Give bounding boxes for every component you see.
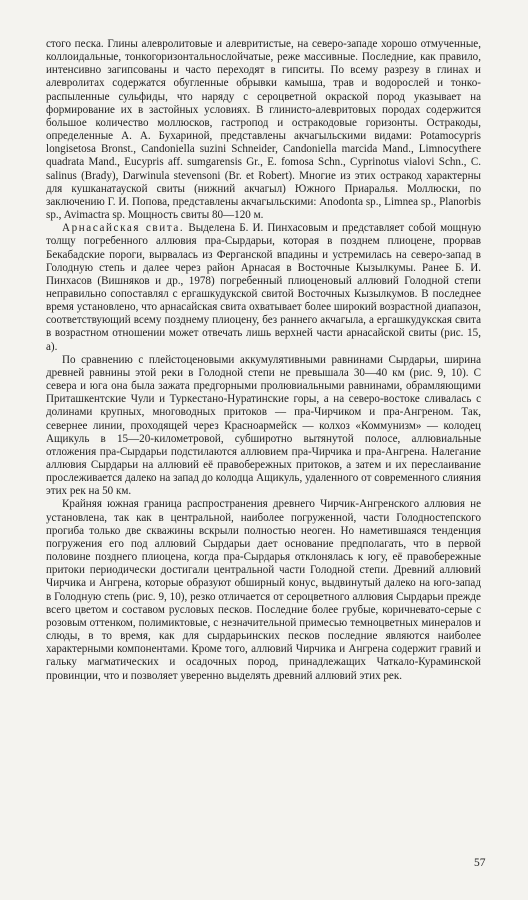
paragraph-ancient-plain <box>46 354 481 499</box>
paragraph-arnasai-suite <box>46 222 481 354</box>
page-number: 57 <box>474 857 486 869</box>
paragraph-text: По сравнению с плейстоценовыми аккумулятивными равнинами Сырдарьи, ширина древней равнины этой реки в Голодной степи не превышала 30—40 км (рис. 9, 10). С севера и юга она была зажата предгорными пролювиальными равнинами, обрамляющими Приташкентские Чули и Туркестано-Нуратинские горы, а на северо-востоке сливалась с долинами крупных, многоводных притоков — пра-Чирчиком и пра-Ангреном. Так, севернее линии, проходящей через Красноармейск — колхоз «Коммунизм» — колодец Ащикуль в 15—20-километровой, субширотно вытянутой полосе, аллювиальные отложения пра-Сырдарьи подстилаются аллювием пра-Чирчика и пра-Ангрена. Налегание аллювия Сырдарьи на аллювий её правобережных притоков, а затем и их переслаивание прослеживается далеко на запад до колодца Ащикуль, удаленного от современного слияния этих рек на 50 км. <box>46 353 481 498</box>
paragraph-text: Выделена Б. И. Пинхасовым и представляет собой мощную толщу погребенного аллювия пра-Сырдарьи, которая в позднем плиоцене, прорвав Бекабадские пороги, вырвалась из Ферганской впадины и устремилась на северо-запад в Голодную степь и далее через район Арнасая в Восточные Кызылкумы. Ранее Б. И. Пинхасов (Вишняков и др., 1978) погребенный плиоценовый аллювий Голодной степи неправильно сопоставлял с ергашкудукской свитой Восточных Кызылкумов. В последнее время установлено, что арнасайская свита охватывает более широкий возрастной диапазон, соответствующий всему позднему плиоцену, без раннего акчагыла, а ергашкудукская свита в возрастном отношении может отвечать лишь верхней части арнасайской свиты (рис. 15, а). <box>46 222 481 353</box>
paragraph-lead-term: Арнасайская свита. <box>62 222 185 235</box>
paragraph-text: Крайняя южная граница распространения древнего Чирчик-Ангренского аллювия не установлена, так как в центральной, наиболее погруженной, части Голодностепского прогиба только две скважины вскрыли полностью неоген. Но наметившаяся тенденция погружения его под аллювий Сырдарьи дает основание предполагать, что в первой половине позднего плиоцена, когда пра-Сырдарья отклонялась к югу, её правобережные притоки периодически достигали центральной части Голодной степи. Древний аллювий Чирчика и Ангрена, которые образуют обширный конус, выдвинутый далеко на юго-запад в Голодную степь (рис. 9, 10), резко отличается от сероцветного аллювия Сырдарьи прежде всего цветом и составом русловых песков. Последние более грубые, коричневато-серые с розовым оттенком, полимиктовые, с незначительной примесью темноцветных минералов и слюды, в то время, как для сырдарьинских песков последние являются наиболее характерными компонентами. Кроме того, аллювий Чирчика и Ангрена содержит гравий и гальку магматических и осадочных пород, принадлежащих Чаткало-Кураминской провинции, что и позволяет уверенно выделять древний аллювий этих рек. <box>46 498 481 682</box>
paragraph-pliocene-clays <box>46 38 481 222</box>
paragraph-chirchik-angren-alluvium <box>46 498 481 682</box>
paragraph-text: стого песка. Глины алевролитовые и алевритистые, на северо-западе хорошо отмученные, коллоидальные, тонкогоризонтальнослойчатые, реже массивные. Последние, как правило, интенсивно загипсованы и часто переходят в гипситы. По всему разрезу в глинах и алевролитах содержатся обугленные обрывки камыша, трав и водорослей и тонко-распыленные сульфиды, что наряду с сероцветной окраской пород указывает на формирование их в застойных условиях. В глинисто-алевритовых породах содержится большое количество моллюсков, гастропод и остракодовые горизонты. Остракоды, определенные А. А. Бухариной, представлены акчагыльскими видами: Potamocypris longisetosa Bronst., Candoniella suzini Schneider, Candoniella marcida Mand., Limnocythere quadrata Mand., Eucypris aff. sumgarensis Gr., E. fomosa Schn., Cyprinotus vialovi Schn., C. salinus (Brady), Darwinula stevensoni (Br. et Robert). Многие из этих остракод характерны для кушканатауской свиты (нижний акчагыл) Южного Приаралья. Моллюски, по заключению Г. И. Попова, представлены акчагыльскими: Anodonta sp., Limnea sp., Planorbis sp., Avimactra sp. Мощность свиты 80—120 м. <box>46 38 481 222</box>
